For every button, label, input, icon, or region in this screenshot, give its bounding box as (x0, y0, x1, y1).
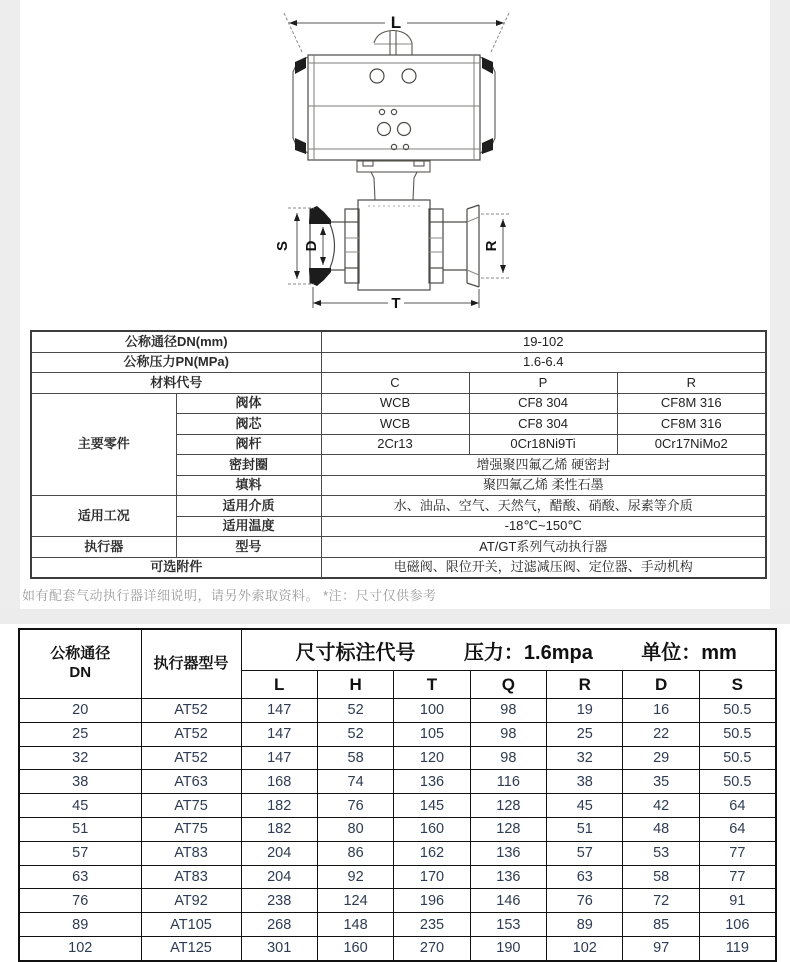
stem-material-r: 0Cr17NiMo2 (617, 434, 766, 455)
dim-value-cell: 50.5 (699, 770, 775, 794)
core-material-p: CF8 304 (469, 414, 617, 435)
dn-cell: 38 (19, 770, 141, 794)
dim-table-row (19, 746, 776, 770)
dim-value-cell: 52 (317, 699, 393, 723)
dim-value-cell: 98 (470, 699, 546, 723)
dim-value-cell: 102 (547, 936, 623, 960)
dim-value-cell: 38 (547, 770, 623, 794)
dim-value-cell: 53 (623, 841, 699, 865)
dim-value-cell: 98 (470, 746, 546, 770)
dim-label-D: D (303, 240, 320, 252)
dn-cell: 32 (19, 746, 141, 770)
dim-col-S: S (699, 671, 775, 699)
dim-value-cell: 160 (317, 936, 393, 960)
dn-cell: 63 (19, 865, 141, 889)
dim-value-cell: 238 (241, 889, 317, 913)
dn-cell: 89 (19, 913, 141, 937)
spec-row-actuator (31, 537, 766, 558)
dim-value-cell: 58 (317, 746, 393, 770)
dim-value-cell: 85 (623, 913, 699, 937)
dimension-table (18, 628, 777, 962)
dim-value-cell: 136 (470, 841, 546, 865)
spec-label-core: 阀芯 (176, 414, 321, 435)
body-material-p: CF8 304 (469, 393, 617, 414)
dim-value-cell: 45 (547, 794, 623, 818)
actuator-model-cell: AT52 (141, 699, 241, 723)
dim-value-cell: 145 (394, 794, 470, 818)
section-divider-band (0, 609, 790, 624)
spec-table (30, 330, 767, 579)
dim-value-cell: 19 (547, 699, 623, 723)
dim-value-cell: 89 (547, 913, 623, 937)
dim-value-cell: 98 (470, 722, 546, 746)
dn-cell: 51 (19, 817, 141, 841)
dim-value-cell: 136 (394, 770, 470, 794)
spec-label-accessories: 可选附件 (31, 557, 321, 578)
material-code-p: P (469, 373, 617, 394)
valve-technical-drawing (0, 0, 790, 330)
spec-row-dn (31, 331, 766, 352)
dim-value-cell: 147 (241, 746, 317, 770)
dim-table-row (19, 722, 776, 746)
dim-value-cell: 105 (394, 722, 470, 746)
right-ferrule (467, 205, 479, 287)
actuator-model-cell: AT105 (141, 913, 241, 937)
dim-value-cell: 91 (699, 889, 775, 913)
dim-value-cell: 268 (241, 913, 317, 937)
dim-label-S: S (274, 240, 291, 252)
dim-header-dn (19, 629, 141, 699)
dim-header-dn-line1: 公称通径 (50, 645, 111, 663)
actuator-model-cell: AT52 (141, 722, 241, 746)
dim-value-cell: 270 (394, 936, 470, 960)
actuator-model-cell: AT75 (141, 794, 241, 818)
valve-body (330, 200, 467, 290)
dim-value-cell: 106 (699, 913, 775, 937)
dim-value-cell: 63 (547, 865, 623, 889)
spec-row-accessories (31, 557, 766, 578)
dim-value-cell: 168 (241, 770, 317, 794)
dim-value-cell: 80 (317, 817, 393, 841)
dim-table-row (19, 889, 776, 913)
dim-value-cell: 136 (470, 865, 546, 889)
spec-value-pn: 1.6-6.4 (321, 352, 766, 373)
dim-value-cell: 196 (394, 889, 470, 913)
dim-value-cell: 146 (470, 889, 546, 913)
spec-label-packing: 填料 (176, 475, 321, 496)
dim-value-cell: 204 (241, 841, 317, 865)
dn-cell: 76 (19, 889, 141, 913)
spec-label-stem: 阀杆 (176, 434, 321, 455)
dim-value-cell: 42 (623, 794, 699, 818)
core-material-r: CF8M 316 (617, 414, 766, 435)
dim-col-L: L (241, 671, 317, 699)
spec-group-condition: 适用工况 (31, 496, 176, 537)
dim-header-row-1 (19, 629, 776, 671)
mounting-bracket (357, 161, 430, 200)
dim-value-cell: 48 (623, 817, 699, 841)
temp-value: -18℃~150℃ (321, 516, 766, 537)
spec-label-temp: 适用温度 (176, 516, 321, 537)
dim-value-cell: 76 (547, 889, 623, 913)
spec-group-parts: 主要零件 (31, 393, 176, 496)
dim-value-cell: 72 (623, 889, 699, 913)
dim-header-unit: 单位：mm (641, 641, 737, 664)
dim-value-cell: 57 (547, 841, 623, 865)
dim-table-row (19, 794, 776, 818)
accessories-value: 电磁阀、限位开关，过滤减压阀、定位器、手动机构 (321, 557, 766, 578)
dim-value-cell: 77 (699, 865, 775, 889)
dim-table-row (19, 913, 776, 937)
dn-cell: 25 (19, 722, 141, 746)
dim-table-body (19, 699, 776, 961)
dim-header-title: 尺寸标注代号 (295, 641, 416, 664)
spec-label-pn: 公称压力PN(MPa) (31, 352, 321, 373)
actuator-port-holes (370, 69, 416, 150)
dim-label-T: T (391, 295, 401, 312)
material-code-r: R (617, 373, 766, 394)
body-material-c: WCB (321, 393, 469, 414)
dim-table-row (19, 865, 776, 889)
dim-value-cell: 97 (623, 936, 699, 960)
dim-value-cell: 35 (623, 770, 699, 794)
dim-value-cell: 29 (623, 746, 699, 770)
dim-col-R: R (547, 671, 623, 699)
dim-col-T: T (394, 671, 470, 699)
dim-value-cell: 16 (623, 699, 699, 723)
dim-value-cell: 50.5 (699, 722, 775, 746)
dim-value-cell: 190 (470, 936, 546, 960)
dim-value-cell: 22 (623, 722, 699, 746)
actuator-model-cell: AT52 (141, 746, 241, 770)
dim-header-merged (241, 629, 776, 671)
seal-material: 增强聚四氟乙烯 硬密封 (321, 455, 766, 476)
valve-drawing-svg (0, 0, 790, 330)
dim-col-H: H (317, 671, 393, 699)
dim-value-cell: 77 (699, 841, 775, 865)
spec-group-actuator: 执行器 (31, 537, 176, 558)
dim-value-cell: 64 (699, 817, 775, 841)
dim-value-cell: 92 (317, 865, 393, 889)
packing-material: 聚四氟乙烯 柔性石墨 (321, 475, 766, 496)
dim-col-D: D (623, 671, 699, 699)
stem-material-p: 0Cr18Ni9Ti (469, 434, 617, 455)
dim-value-cell: 160 (394, 817, 470, 841)
spec-label-material: 材料代号 (31, 373, 321, 394)
actuator-model-cell: AT63 (141, 770, 241, 794)
spec-label-body: 阀体 (176, 393, 321, 414)
dim-value-cell: 52 (317, 722, 393, 746)
spec-row-medium (31, 496, 766, 517)
dim-value-cell: 301 (241, 936, 317, 960)
dim-header-pressure: 压力：1.6mpa (463, 641, 593, 664)
dim-value-cell: 182 (241, 794, 317, 818)
dim-value-cell: 50.5 (699, 746, 775, 770)
dim-value-cell: 235 (394, 913, 470, 937)
dim-value-cell: 51 (547, 817, 623, 841)
stem-material-c: 2Cr13 (321, 434, 469, 455)
material-code-c: C (321, 373, 469, 394)
spec-label-dn: 公称通径DN(mm) (31, 331, 321, 352)
actuator-model-cell: AT83 (141, 841, 241, 865)
dim-value-cell: 147 (241, 722, 317, 746)
dn-cell: 102 (19, 936, 141, 960)
dim-table-row (19, 936, 776, 960)
dim-value-cell: 153 (470, 913, 546, 937)
spec-label-medium: 适用介质 (176, 496, 321, 517)
dim-table-row (19, 770, 776, 794)
spec-value-dn: 19-102 (321, 331, 766, 352)
dim-value-cell: 76 (317, 794, 393, 818)
body-material-r: CF8M 316 (617, 393, 766, 414)
dim-value-cell: 58 (623, 865, 699, 889)
actuator-model-cell: AT83 (141, 865, 241, 889)
core-material-c: WCB (321, 414, 469, 435)
dim-value-cell: 74 (317, 770, 393, 794)
dn-cell: 20 (19, 699, 141, 723)
dim-value-cell: 120 (394, 746, 470, 770)
dim-value-cell: 100 (394, 699, 470, 723)
actuator-model-cell: AT125 (141, 936, 241, 960)
dim-value-cell: 116 (470, 770, 546, 794)
dim-value-cell: 128 (470, 794, 546, 818)
dim-value-cell: 64 (699, 794, 775, 818)
dn-cell: 45 (19, 794, 141, 818)
spec-label-seal: 密封圈 (176, 455, 321, 476)
dim-value-cell: 182 (241, 817, 317, 841)
dim-value-cell: 119 (699, 936, 775, 960)
dim-value-cell: 147 (241, 699, 317, 723)
dim-table-row (19, 699, 776, 723)
actuator-model-cell: AT92 (141, 889, 241, 913)
dim-label-L: L (390, 13, 402, 32)
dim-value-cell: 25 (547, 722, 623, 746)
dim-label-R: R (483, 240, 500, 252)
dim-value-cell: 124 (317, 889, 393, 913)
dim-col-Q: Q (470, 671, 546, 699)
dim-value-cell: 86 (317, 841, 393, 865)
spec-row-material-code (31, 373, 766, 394)
dim-table-row (19, 841, 776, 865)
actuator-knob (374, 31, 412, 56)
spec-row-valve-body (31, 393, 766, 414)
dim-value-cell: 128 (470, 817, 546, 841)
footnote: 如有配套气动执行器详细说明，请另外索取资料。 *注：尺寸仅供参考 (22, 588, 437, 603)
dim-value-cell: 148 (317, 913, 393, 937)
dim-value-cell: 32 (547, 746, 623, 770)
dim-value-cell: 170 (394, 865, 470, 889)
dim-header-dn-line2: DN (69, 664, 92, 681)
dn-cell: 57 (19, 841, 141, 865)
dim-value-cell: 162 (394, 841, 470, 865)
medium-value: 水、油品、空气、天然气，醋酸、硝酸、尿素等介质 (321, 496, 766, 517)
spec-label-model: 型号 (176, 537, 321, 558)
actuator-model-value: AT/GT系列气动执行器 (321, 537, 766, 558)
dim-table-row (19, 817, 776, 841)
actuator-model-cell: AT75 (141, 817, 241, 841)
spec-row-pn (31, 352, 766, 373)
dim-value-cell: 204 (241, 865, 317, 889)
dim-header-actuator-model: 执行器型号 (141, 629, 241, 699)
dim-value-cell: 50.5 (699, 699, 775, 723)
